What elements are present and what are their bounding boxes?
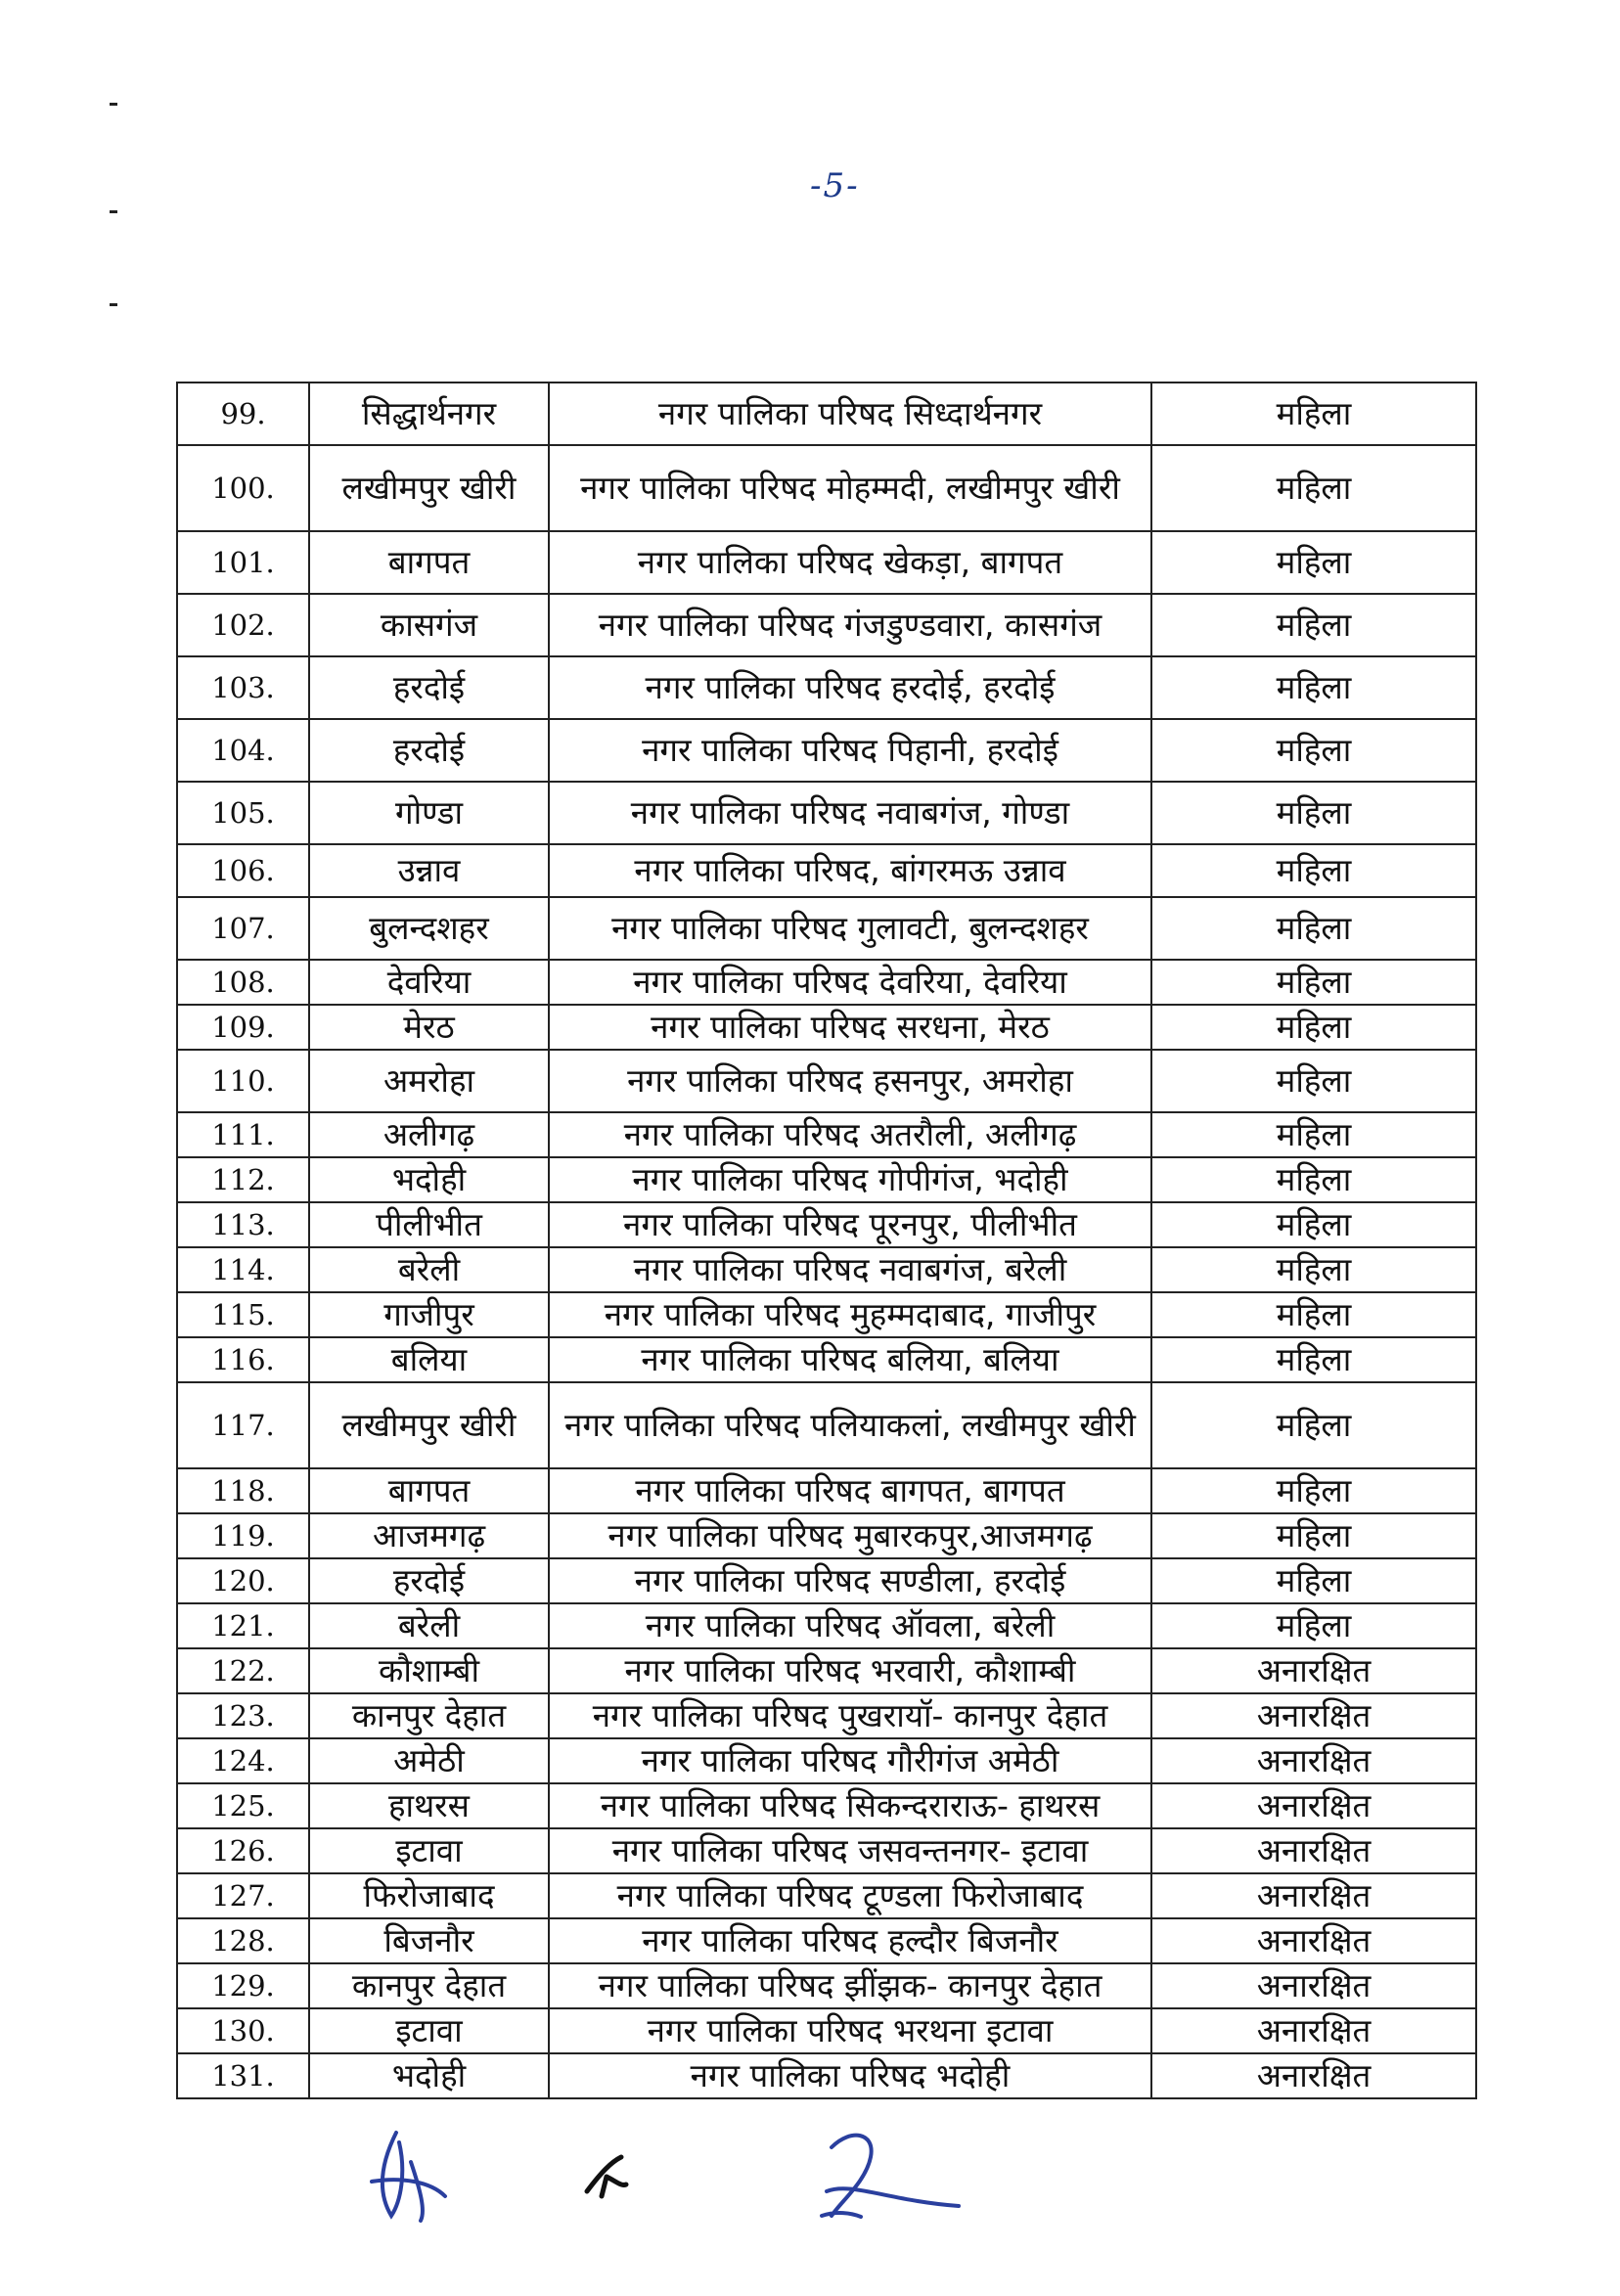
serial-number-cell: 116. <box>177 1337 309 1382</box>
table-row <box>177 1783 1476 1828</box>
table-row <box>177 897 1476 960</box>
serial-number-cell: 110. <box>177 1050 309 1112</box>
table-row <box>177 594 1476 656</box>
table-row <box>177 1005 1476 1050</box>
district-cell: बिजनौर <box>309 1918 549 1963</box>
district-cell: आजमगढ़ <box>309 1513 549 1558</box>
municipal-body-cell: नगर पालिका परिषद हल्दौर बिजनौर <box>549 1918 1151 1963</box>
category-cell: महिला <box>1151 594 1476 656</box>
table-row <box>177 2008 1476 2053</box>
table-row <box>177 960 1476 1005</box>
table-body <box>177 383 1476 2098</box>
table-row <box>177 383 1476 445</box>
category-cell: अनारक्षित <box>1151 1783 1476 1828</box>
municipal-body-cell: नगर पालिका परिषद भदोही <box>549 2053 1151 2098</box>
category-cell: अनारक्षित <box>1151 1828 1476 1873</box>
table-row <box>177 1558 1476 1603</box>
table-row <box>177 1050 1476 1112</box>
district-cell: देवरिया <box>309 960 549 1005</box>
category-cell: महिला <box>1151 1005 1476 1050</box>
municipal-body-cell: नगर पालिका परिषद गुलावटी, बुलन्दशहर <box>549 897 1151 960</box>
district-cell: कानपुर देहात <box>309 1693 549 1738</box>
serial-number-cell: 113. <box>177 1202 309 1247</box>
category-cell: महिला <box>1151 1202 1476 1247</box>
municipal-body-cell: नगर पालिका परिषद मुहम्मदाबाद, गाजीपुर <box>549 1292 1151 1337</box>
serial-number-cell: 130. <box>177 2008 309 2053</box>
serial-number-cell: 111. <box>177 1112 309 1157</box>
district-cell: कानपुर देहात <box>309 1963 549 2008</box>
category-cell: महिला <box>1151 656 1476 719</box>
category-cell: अनारक्षित <box>1151 2053 1476 2098</box>
table-row <box>177 1918 1476 1963</box>
category-cell: अनारक्षित <box>1151 1963 1476 2008</box>
table-row <box>177 1963 1476 2008</box>
district-cell: बरेली <box>309 1603 549 1648</box>
municipal-body-cell: नगर पालिका परिषद, बांगरमऊ उन्नाव <box>549 844 1151 897</box>
serial-number-cell: 107. <box>177 897 309 960</box>
municipal-body-cell: नगर पालिका परिषद देवरिया, देवरिया <box>549 960 1151 1005</box>
category-cell: महिला <box>1151 1382 1476 1468</box>
category-cell: महिला <box>1151 1247 1476 1292</box>
table-row <box>177 1648 1476 1693</box>
table-row <box>177 1157 1476 1202</box>
municipal-body-cell: नगर पालिका परिषद हरदोई, हरदोई <box>549 656 1151 719</box>
serial-number-cell: 128. <box>177 1918 309 1963</box>
district-cell: बरेली <box>309 1247 549 1292</box>
municipal-body-cell: नगर पालिका परिषद पुखरायॉ- कानपुर देहात <box>549 1693 1151 1738</box>
table-row <box>177 844 1476 897</box>
signature-3 <box>802 2123 978 2230</box>
category-cell: महिला <box>1151 1337 1476 1382</box>
municipal-body-cell: नगर पालिका परिषद बलिया, बलिया <box>549 1337 1151 1382</box>
municipal-body-cell: नगर पालिका परिषद भरवारी, कौशाम्बी <box>549 1648 1151 1693</box>
district-cell: हाथरस <box>309 1783 549 1828</box>
margin-mark <box>110 210 117 213</box>
serial-number-cell: 99. <box>177 383 309 445</box>
table-row <box>177 656 1476 719</box>
category-cell: महिला <box>1151 445 1476 531</box>
serial-number-cell: 119. <box>177 1513 309 1558</box>
page-number: -5- <box>810 166 860 205</box>
serial-number-cell: 131. <box>177 2053 309 2098</box>
table-row <box>177 782 1476 844</box>
serial-number-cell: 102. <box>177 594 309 656</box>
category-cell: महिला <box>1151 1112 1476 1157</box>
district-cell: अमरोहा <box>309 1050 549 1112</box>
municipal-body-cell: नगर पालिका परिषद भरथना इटावा <box>549 2008 1151 2053</box>
table-row <box>177 1603 1476 1648</box>
table-row <box>177 1112 1476 1157</box>
district-cell: उन्नाव <box>309 844 549 897</box>
serial-number-cell: 125. <box>177 1783 309 1828</box>
category-cell: महिला <box>1151 844 1476 897</box>
district-cell: लखीमपुर खीरी <box>309 445 549 531</box>
district-cell: हरदोई <box>309 656 549 719</box>
category-cell: महिला <box>1151 719 1476 782</box>
margin-mark <box>110 303 117 306</box>
signature-2 <box>577 2147 646 2206</box>
district-cell: गाजीपुर <box>309 1292 549 1337</box>
municipal-body-cell: नगर पालिका परिषद पूरनपुर, पीलीभीत <box>549 1202 1151 1247</box>
category-cell: महिला <box>1151 897 1476 960</box>
district-cell: मेरठ <box>309 1005 549 1050</box>
municipal-body-cell: नगर पालिका परिषद टूण्डला फिरोजाबाद <box>549 1873 1151 1918</box>
district-cell: अलीगढ़ <box>309 1112 549 1157</box>
district-cell: कौशाम्बी <box>309 1648 549 1693</box>
category-cell: महिला <box>1151 1157 1476 1202</box>
municipal-body-cell: नगर पालिका परिषद जसवन्तनगर- इटावा <box>549 1828 1151 1873</box>
municipal-body-cell: नगर पालिका परिषद सिकन्दराराऊ- हाथरस <box>549 1783 1151 1828</box>
municipal-body-cell: नगर पालिका परिषद मुबारकपुर,आजमगढ़ <box>549 1513 1151 1558</box>
municipal-body-cell: नगर पालिका परिषद गोपीगंज, भदोही <box>549 1157 1151 1202</box>
serial-number-cell: 127. <box>177 1873 309 1918</box>
table-row <box>177 1738 1476 1783</box>
serial-number-cell: 120. <box>177 1558 309 1603</box>
serial-number-cell: 122. <box>177 1648 309 1693</box>
table-row <box>177 1873 1476 1918</box>
district-cell: सिद्धार्थनगर <box>309 383 549 445</box>
district-cell: इटावा <box>309 1828 549 1873</box>
serial-number-cell: 129. <box>177 1963 309 2008</box>
category-cell: अनारक्षित <box>1151 2008 1476 2053</box>
serial-number-cell: 123. <box>177 1693 309 1738</box>
municipal-body-cell: नगर पालिका परिषद गौरीगंज अमेठी <box>549 1738 1151 1783</box>
table-row <box>177 1292 1476 1337</box>
district-cell: पीलीभीत <box>309 1202 549 1247</box>
table-row <box>177 1337 1476 1382</box>
municipal-body-cell: नगर पालिका परिषद खेकड़ा, बागपत <box>549 531 1151 594</box>
serial-number-cell: 126. <box>177 1828 309 1873</box>
category-cell: महिला <box>1151 782 1476 844</box>
district-cell: लखीमपुर खीरी <box>309 1382 549 1468</box>
category-cell: महिला <box>1151 960 1476 1005</box>
municipal-body-cell: नगर पालिका परिषद नवाबगंज, बरेली <box>549 1247 1151 1292</box>
table-row <box>177 1513 1476 1558</box>
serial-number-cell: 114. <box>177 1247 309 1292</box>
table-row <box>177 1382 1476 1468</box>
serial-number-cell: 108. <box>177 960 309 1005</box>
district-cell: बागपत <box>309 1468 549 1513</box>
serial-number-cell: 100. <box>177 445 309 531</box>
category-cell: महिला <box>1151 1558 1476 1603</box>
table-row <box>177 531 1476 594</box>
category-cell: अनारक्षित <box>1151 1738 1476 1783</box>
municipal-body-cell: नगर पालिका परिषद मोहम्मदी, लखीमपुर खीरी <box>549 445 1151 531</box>
municipal-body-cell: नगर पालिका परिषद सण्डीला, हरदोई <box>549 1558 1151 1603</box>
district-cell: कासगंज <box>309 594 549 656</box>
district-cell: भदोही <box>309 1157 549 1202</box>
municipal-body-cell: नगर पालिका परिषद सिध्दार्थनगर <box>549 383 1151 445</box>
municipal-body-cell: नगर पालिका परिषद नवाबगंज, गोण्डा <box>549 782 1151 844</box>
municipal-body-cell: नगर पालिका परिषद बागपत, बागपत <box>549 1468 1151 1513</box>
district-cell: फिरोजाबाद <box>309 1873 549 1918</box>
district-cell: अमेठी <box>309 1738 549 1783</box>
municipal-body-cell: नगर पालिका परिषद गंजडुण्डवारा, कासगंज <box>549 594 1151 656</box>
serial-number-cell: 121. <box>177 1603 309 1648</box>
category-cell: महिला <box>1151 1513 1476 1558</box>
signatures <box>333 2123 1017 2240</box>
signature-1 <box>352 2123 460 2230</box>
district-cell: गोण्डा <box>309 782 549 844</box>
municipal-body-cell: नगर पालिका परिषद हसनपुर, अमरोहा <box>549 1050 1151 1112</box>
municipal-body-cell: नगर पालिका परिषद अतरौली, अलीगढ़ <box>549 1112 1151 1157</box>
margin-mark <box>110 103 117 106</box>
district-cell: बुलन्दशहर <box>309 897 549 960</box>
district-cell: हरदोई <box>309 1558 549 1603</box>
district-cell: बागपत <box>309 531 549 594</box>
serial-number-cell: 115. <box>177 1292 309 1337</box>
category-cell: महिला <box>1151 1050 1476 1112</box>
table-row <box>177 1828 1476 1873</box>
category-cell: अनारक्षित <box>1151 1693 1476 1738</box>
municipal-body-cell: नगर पालिका परिषद पलियाकलां, लखीमपुर खीरी <box>549 1382 1151 1468</box>
table-row <box>177 1247 1476 1292</box>
district-cell: भदोही <box>309 2053 549 2098</box>
serial-number-cell: 106. <box>177 844 309 897</box>
serial-number-cell: 101. <box>177 531 309 594</box>
serial-number-cell: 105. <box>177 782 309 844</box>
reservation-table <box>176 382 1477 2099</box>
serial-number-cell: 103. <box>177 656 309 719</box>
municipal-body-cell: नगर पालिका परिषद पिहानी, हरदोई <box>549 719 1151 782</box>
municipal-body-cell: नगर पालिका परिषद सरधना, मेरठ <box>549 1005 1151 1050</box>
serial-number-cell: 117. <box>177 1382 309 1468</box>
category-cell: महिला <box>1151 1603 1476 1648</box>
district-cell: हरदोई <box>309 719 549 782</box>
table-row <box>177 445 1476 531</box>
municipal-body-cell: नगर पालिका परिषद झींझक- कानपुर देहात <box>549 1963 1151 2008</box>
serial-number-cell: 124. <box>177 1738 309 1783</box>
category-cell: महिला <box>1151 1292 1476 1337</box>
serial-number-cell: 118. <box>177 1468 309 1513</box>
serial-number-cell: 104. <box>177 719 309 782</box>
municipal-body-cell: नगर पालिका परिषद ऑवला, बरेली <box>549 1603 1151 1648</box>
table-row <box>177 2053 1476 2098</box>
category-cell: महिला <box>1151 531 1476 594</box>
category-cell: अनारक्षित <box>1151 1873 1476 1918</box>
table-row <box>177 1202 1476 1247</box>
district-cell: बलिया <box>309 1337 549 1382</box>
table-row <box>177 1693 1476 1738</box>
category-cell: अनारक्षित <box>1151 1648 1476 1693</box>
serial-number-cell: 112. <box>177 1157 309 1202</box>
serial-number-cell: 109. <box>177 1005 309 1050</box>
category-cell: अनारक्षित <box>1151 1918 1476 1963</box>
district-cell: इटावा <box>309 2008 549 2053</box>
category-cell: महिला <box>1151 1468 1476 1513</box>
table-row <box>177 719 1476 782</box>
category-cell: महिला <box>1151 383 1476 445</box>
table-row <box>177 1468 1476 1513</box>
